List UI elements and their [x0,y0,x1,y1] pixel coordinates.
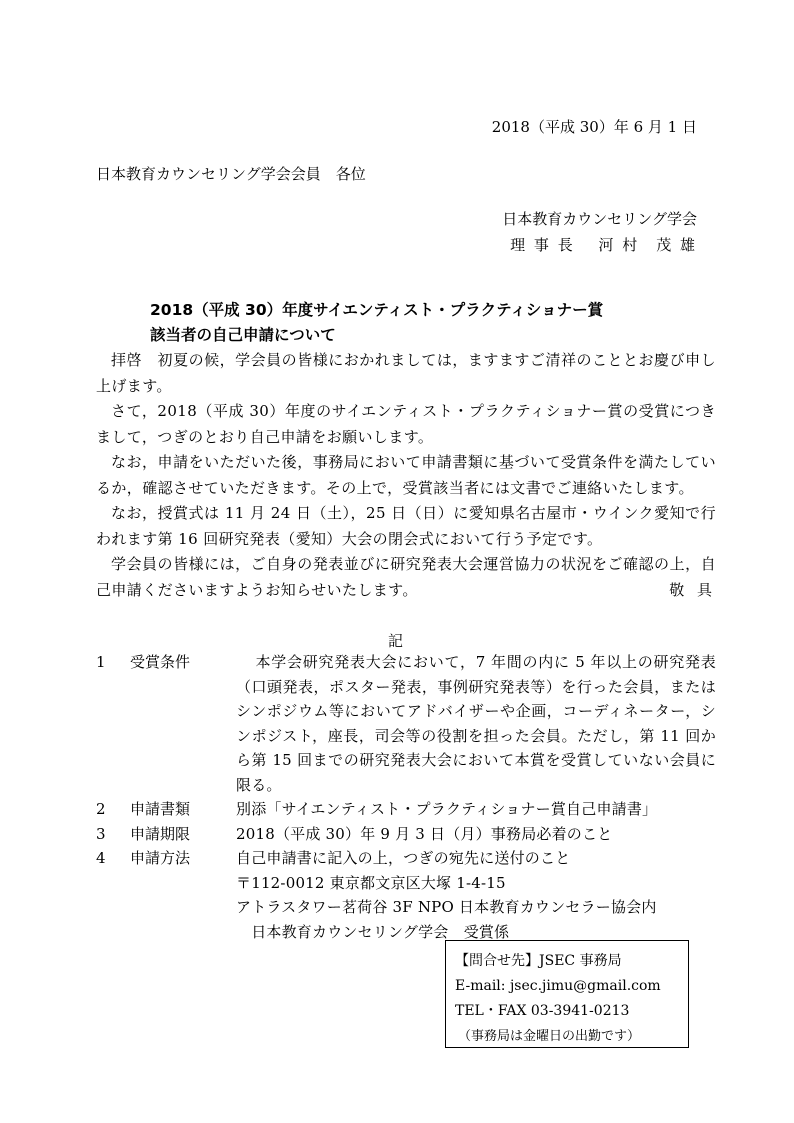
item-application-deadline [96,822,716,847]
item-award-conditions [96,650,716,797]
request-text: 学会員の皆様には，ご自身の発表並びに研究発表大会運営協力の状況をご確認の上，自己申請くださいますようお知らせいたします。 [96,555,716,599]
document-title-line1: 2018（平成 30）年度サイエンティスト・プラクティショナー賞 [150,301,604,319]
award-paragraph: さて，2018（平成 30）年度のサイエンティスト・プラクティショナー賞の受賞につきまして，つぎのとおり自己申請をお願いします。 [96,402,716,446]
ki-heading: 記 [388,632,404,650]
items-list [96,650,716,944]
sender-organization: 日本教育カウンセリング学会 [502,210,697,228]
sender-position-name: 理 事 長 河 村 茂 雄 [510,236,697,254]
item-number: 3 [96,824,106,843]
contact-tel-fax: TEL・FAX 03-3941-0213 [455,1003,630,1019]
item-content [236,650,716,797]
item-content [236,846,716,944]
item-number: 4 [96,849,106,867]
item-content [236,822,716,847]
item-number: 1 [96,653,106,671]
item-line: 別添「サイエンティスト・プラクティショナー賞自己申請書」 [236,800,658,818]
ceremony-paragraph: なお，授賞式は 11 月 24 日（土），25 日（日）に愛知県名古屋市・ウインク愛知で行われます第 16 回研究発表（愛知）大会の閉会式において行う予定です。 [96,504,716,548]
closing-remark: 敬 具 [669,580,716,599]
request-paragraph [96,552,716,603]
building-address-line: アトラスタワー茗荷谷 3F NPO 日本教育カウンセラー協会内 [236,898,657,916]
item-label: 受賞条件 [130,653,191,671]
greeting-paragraph: 拝啓 初夏の候，学会員の皆様におかれましては，ますますご清祥のこととお慶び申し上げます。 [96,351,716,395]
contact-note: （事務局は金曜日の出勤です） [458,1029,641,1044]
item-number: 2 [96,800,106,818]
item-line: 本学会研究発表大会において，7 年間の内に 5 年以上の研究発表（口頭発表，ポスター発表，事例研究発表等）を行った会員，またはシンポジウム等においてアドバイザーや企画，コーディネーター，シンポジスト，座長，司会等の役割を担った会員。ただし，第 11 回から第 15 回までの研究発表大会において本賞を受賞していない会員に限る。 [236,653,716,794]
recipient-line: 日本教育カウンセリング学会 受賞係 [236,922,510,941]
item-content [236,797,716,822]
contact-heading: 【問合せ先】JSEC 事務局 [455,953,622,969]
item-label: 申請期限 [130,824,191,843]
item-label: 申請書類 [130,800,191,818]
item-line: 2018（平成 30）年 9 月 3 日（月）事務局必着のこと [236,824,613,843]
contact-email: E-mail: jsec.jimu@gmail.com [455,978,661,994]
item-line: 自己申請書に記入の上，つぎの宛先に送付のこと [236,849,571,867]
addressee: 日本教育カウンセリング学会会員 各位 [96,165,366,183]
item-application-method [96,846,716,944]
letter-body [96,348,716,603]
document-title-line2: 該当者の自己申請について [150,326,336,344]
item-label: 申請方法 [130,849,191,867]
document-date: 2018（平成 30）年 6 月 1 日 [491,118,697,136]
contact-box [445,940,689,1048]
item-application-documents [96,797,716,822]
review-paragraph: なお，申請をいただいた後，事務局において申請書類に基づいて受賞条件を満たしているか，確認させていただきます。その上で，受賞該当者には文書でご連絡いたします。 [96,453,716,497]
postal-address-line: 〒112-0012 東京都文京区大塚 1-4-15 [236,873,506,892]
